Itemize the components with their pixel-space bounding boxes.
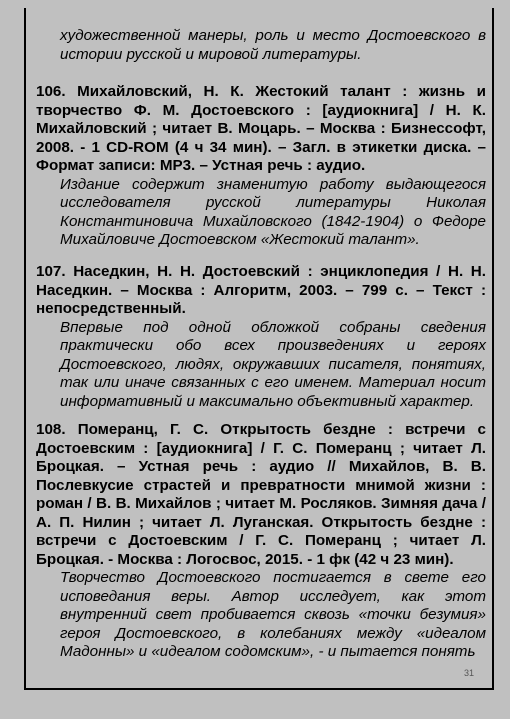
entry-annotation: Впервые под одной обложкой собраны сведения практически обо всех произведениях и героях Достоевского, людях, окружавших писателя, понятиях, так или иначе связанных с его именем. Материал носит информативный и максимально объективный характер. (60, 318, 486, 410)
annotation-continued (36, 27, 486, 64)
entry-annotation: Творчество Достоевского постигается в свете его исповедания веры. Автор исследует, как этот внутренний свет пробивается сквозь «точки безумия» героя Достоевского, в колебаниях между «идеалом Мадонны» и «идеалом содомским», - и пытается понять (60, 569, 486, 660)
entry-title: 106. Михайловский, Н. К. Жестокий талант : жизнь и творчество Ф. М. Достоевского : [аудиокнига] / Н. К. Михайловский ; читает В. Моцарь. – Москва : Бизнессофт, 2008. - 1 CD-ROM (4 ч 34 мин). – Загл. в этикетки диска. – Формат записи: MP3. – Устная речь : аудио. (36, 83, 486, 174)
entry-title: 107. Наседкин, Н. Н. Достоевский : энциклопедия / Н. Н. Наседкин. – Москва : Алгоритм, 2003. – 799 с. – Текст : непосредственный. (36, 263, 486, 317)
entry-annotation: Издание содержит знаменитую работу выдающегося исследователя русской литературы Николая Константиновича Михайловского (1842-1904) о Федоре Михайловиче Достоевском «Жестокий талант». (60, 175, 486, 248)
entry-title: 108. Померанц, Г. С. Открытость бездне : встречи с Достоевским : [аудиокнига] / Г. С. Померанц ; читает Л. Броцкая. – Устная речь : аудио // Михайлов, В. В. Послевкусие страстей и превратности мнимой жизни : роман / В. В. Михайлов ; читает М. Росляков. Зимняя дача / А. П. Нилин ; читает Л. Луганская. Открытость бездне : встречи с Достоевским / Г. С. Померанц ; читает Л. Броцкая. - Москва : Логосвос, 2015. - 1 фк (42 ч 23 мин). (36, 421, 486, 568)
entry-107 (36, 263, 486, 411)
annotation-text: художественной манеры, роль и место Достоевского в истории русской и мировой литературы. (60, 27, 486, 63)
page-number: 31 (463, 668, 474, 678)
entry-108 (36, 421, 486, 662)
entry-106 (36, 83, 486, 250)
